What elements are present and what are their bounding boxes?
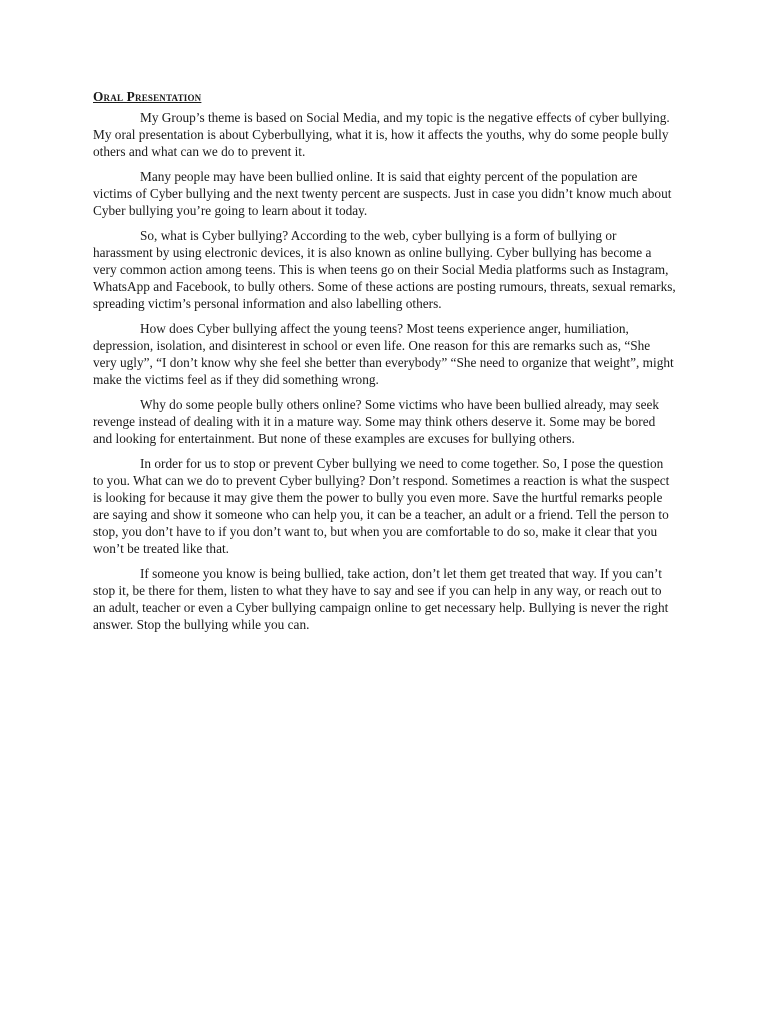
paragraph-effects: How does Cyber bullying affect the young teens? Most teens experience anger, humiliation, depression, isolation, and disinterest in school or even life. One reason for this are remarks such as, “She very ugly”, “I don’t know why she feel she better than everybody” “She need to organize that weight”, might make the victims feel as if they did something wrong. (93, 321, 674, 387)
paragraph-intro: My Group’s theme is based on Social Media, and my topic is the negative effects of cyber bullying. My oral presentation is about Cyberbullying, what it is, how it affects the youths, why do some people bully others and what can we do to prevent it. (93, 110, 670, 159)
paragraph-definition: So, what is Cyber bullying? According to the web, cyber bullying is a form of bullying or harassment by using electronic devices, it is also known as online bullying. Cyber bullying has become a very common action among teens. This is when teens go on their Social Media platforms such as Instagram, WhatsApp and Facebook, to bully others. Some of these actions are posting rumours, threats, sexual remarks, spreading victim’s personal information and also labelling others. (93, 228, 676, 311)
paragraph-prevention: In order for us to stop or prevent Cyber bullying we need to come together. So, I pose the question to you. What can we do to prevent Cyber bullying? Don’t respond. Sometimes a reaction is what the suspect is looking for because it may give them the power to bully you even more. Save the hurtful remarks people are saying and show it someone who can help you, it can be a teacher, an adult or a friend. Tell the person to stop, you don’t have to if you don’t want to, but when you are comfortable to do so, make it clear that you won’t be treated like that. (93, 456, 670, 556)
document-body (93, 88, 676, 641)
paragraph-statistics: Many people may have been bullied online. It is said that eighty percent of the population are victims of Cyber bullying and the next twenty percent are suspects. Just in case you didn’t know much about Cyber bullying you’re going to learn about it today. (93, 169, 672, 218)
document-title: Oral Presentation (93, 89, 202, 104)
paragraph-conclusion: If someone you know is being bullied, take action, don’t let them get treated that way. If you can’t stop it, be there for them, listen to what they have to say and see if you can help in any way, or reach out to an adult, teacher or even a Cyber bullying campaign online to get necessary help. Bullying is never the right answer. Stop the bullying while you can. (93, 566, 669, 632)
paragraph-reasons: Why do some people bully others online? Some victims who have been bullied already, may seek revenge instead of dealing with it in a mature way. Some may think others deserve it. Some may be bored and looking for entertainment. But none of these examples are excuses for bullying others. (93, 397, 660, 446)
